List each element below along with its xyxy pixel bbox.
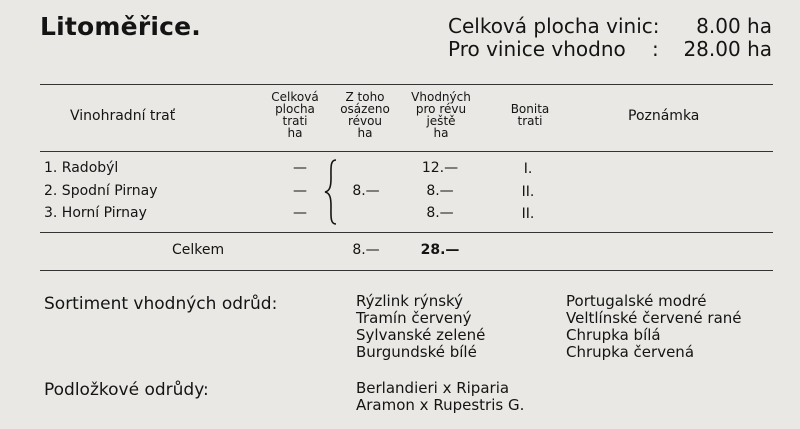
table-top-rule [40,84,773,85]
podlozka-label: Podložkové odrůdy: [44,380,209,400]
suitable-area-value: 28.00 ha [683,37,772,61]
suitable-area-separator: : [652,37,659,61]
sortiment-list-col2 [566,293,742,361]
header-bottom-rule [40,151,773,152]
row-celkova: — [293,183,307,199]
row-name-horni-pirnay: 3. Horní Pirnay [44,205,147,221]
total-osazeno: 8.— [352,242,380,258]
header-trat: Vinohradní trať [70,108,176,124]
header-celkova-plocha: Celková plocha trati ha [271,90,319,140]
total-top-rule [40,232,773,233]
total-label: Celkem [172,242,225,258]
sortiment-label: Sortiment vhodných odrůd: [44,294,278,314]
header-bonita: Bonita trati [510,102,550,128]
header-poznamka: Poznámka [628,108,700,124]
header-vhodnych: Vhodných pro révu ještě ha [411,90,471,140]
list-item: Sylvanské zelené [356,326,486,344]
list-item: Portugalské modré [566,292,707,310]
suitable-area-label: Pro vinice vhodno [448,37,626,61]
podlozka-list [356,380,524,414]
row-bonita: II. [521,206,535,222]
list-item: Aramon x Rupestris G. [356,396,525,414]
row-celkova: — [293,160,307,176]
row-vhodnych: 8.— [426,183,454,199]
list-item: Chrupka bílá [566,326,661,344]
list-item: Tramín červený [356,309,472,327]
header-osazeno: Z toho osázeno révou ha [340,90,390,140]
total-vhodnych: 28.— [420,242,460,258]
group-brace [320,158,344,226]
page-title: Litoměřice. [40,12,202,41]
row-vhodnych: 8.— [426,205,454,221]
list-item: Veltlínské červené rané [566,309,742,327]
sortiment-list-col1 [356,293,485,361]
list-item: Rýzlink rýnský [356,292,464,310]
table-bottom-rule [40,270,773,271]
row-name-radobyl: 1. Radobýl [44,160,119,176]
list-item: Berlandieri x Riparia [356,379,510,397]
row-bonita: I. [523,161,533,177]
total-area-value: 8.00 ha [696,14,772,38]
row-celkova: — [293,205,307,221]
grouped-osazeno-value: 8.— [352,183,380,199]
row-name-spodni-pirnay: 2. Spodní Pirnay [44,183,158,199]
row-bonita: II. [521,184,535,200]
list-item: Burgundské bílé [356,343,477,361]
total-area-label: Celková plocha vinic: [448,14,660,38]
row-vhodnych: 12.— [421,160,459,176]
list-item: Chrupka červená [566,343,695,361]
